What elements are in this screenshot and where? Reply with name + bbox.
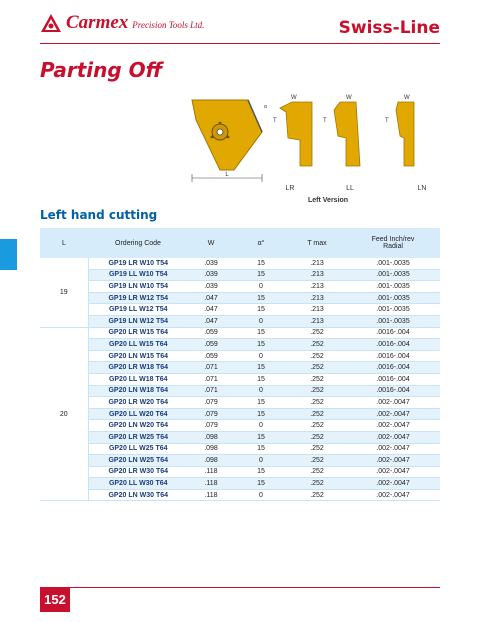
- cell-alpha: 0: [234, 420, 288, 432]
- cell-alpha: 0: [234, 350, 288, 362]
- brand-name: Carmex: [66, 12, 129, 33]
- cell-feed: .002-.0047: [346, 397, 440, 409]
- cell-feed: .001-.0035: [346, 315, 440, 327]
- table-row: [40, 258, 440, 269]
- cell-code: GP20 LN W15 T64: [88, 350, 188, 362]
- cell-w: .047: [188, 292, 234, 304]
- cell-feed: .002-.0047: [346, 443, 440, 455]
- table-row: [40, 489, 440, 501]
- table-row: [40, 397, 440, 409]
- table-row: [40, 339, 440, 351]
- page-title: Parting Off: [40, 58, 163, 82]
- cell-tmax: .252: [288, 385, 346, 397]
- series-title: Swiss-Line: [338, 18, 440, 38]
- cell-alpha: 0: [234, 281, 288, 293]
- cell-tmax: .213: [288, 269, 346, 281]
- cell-alpha: 15: [234, 478, 288, 490]
- cell-code: GP20 LN W20 T64: [88, 420, 188, 432]
- cell-tmax: .213: [288, 315, 346, 327]
- cell-w: .059: [188, 339, 234, 351]
- cell-feed: .001-.0035: [346, 269, 440, 281]
- cell-alpha: 15: [234, 304, 288, 316]
- cell-feed: .001-.0035: [346, 292, 440, 304]
- cell-alpha: 15: [234, 339, 288, 351]
- cell-feed: .0016-.004: [346, 350, 440, 362]
- header-alpha: α°: [234, 228, 288, 258]
- cell-w: .079: [188, 408, 234, 420]
- cell-w: .118: [188, 478, 234, 490]
- cell-alpha: 0: [234, 489, 288, 501]
- cell-w: .079: [188, 420, 234, 432]
- cell-feed: .002-.0047: [346, 420, 440, 432]
- page-number: 152: [40, 588, 70, 612]
- cell-tmax: .252: [288, 373, 346, 385]
- header-feed-line1: Feed Inch/rev: [371, 236, 415, 243]
- ll-t-label: T: [323, 118, 327, 124]
- cell-w: .118: [188, 489, 234, 501]
- cell-alpha: 15: [234, 397, 288, 409]
- table-row: [40, 443, 440, 455]
- ll-w-label: W: [346, 95, 352, 101]
- table-row: [40, 385, 440, 397]
- cell-w: .071: [188, 373, 234, 385]
- cell-code: GP20 LR W30 T64: [88, 466, 188, 478]
- cell-code: GP20 LN W30 T64: [88, 489, 188, 501]
- cell-tmax: .213: [288, 304, 346, 316]
- cell-alpha: 15: [234, 292, 288, 304]
- cell-alpha: 15: [234, 443, 288, 455]
- lr-label: LR: [285, 185, 295, 192]
- cell-alpha: 15: [234, 408, 288, 420]
- cell-feed: .0016-.004: [346, 385, 440, 397]
- cell-alpha: 15: [234, 431, 288, 443]
- cell-l: 20: [40, 327, 88, 501]
- cell-alpha: 0: [234, 315, 288, 327]
- cell-code: GP20 LR W18 T64: [88, 362, 188, 374]
- carmex-emblem-icon: [40, 13, 62, 33]
- cell-feed: .002-.0047: [346, 431, 440, 443]
- cell-alpha: 15: [234, 258, 288, 269]
- subsection-title: Left hand cutting: [40, 208, 158, 222]
- ordering-table: [40, 228, 440, 501]
- table-row: [40, 420, 440, 432]
- cell-feed: .002-.0047: [346, 455, 440, 467]
- cell-w: .098: [188, 443, 234, 455]
- cell-l: 19: [40, 258, 88, 327]
- page-header: [0, 0, 480, 48]
- cell-w: .098: [188, 455, 234, 467]
- cell-tmax: .213: [288, 281, 346, 293]
- cell-feed: .001-.0035: [346, 258, 440, 269]
- cell-w: .098: [188, 431, 234, 443]
- cell-code: GP20 LN W25 T64: [88, 455, 188, 467]
- cell-w: .118: [188, 466, 234, 478]
- table-row: [40, 269, 440, 281]
- ll-label: LL: [346, 185, 354, 192]
- header-w: W: [188, 228, 234, 258]
- cell-w: .059: [188, 350, 234, 362]
- cell-w: .059: [188, 327, 234, 339]
- cell-feed: .0016-.004: [346, 339, 440, 351]
- cell-feed: .0016-.004: [346, 373, 440, 385]
- cell-w: .039: [188, 281, 234, 293]
- table-row: [40, 408, 440, 420]
- ln-profile: [385, 95, 414, 166]
- lr-profile: [264, 95, 312, 166]
- cell-alpha: 15: [234, 466, 288, 478]
- cell-code: GP20 LL W18 T64: [88, 373, 188, 385]
- header-feed: [346, 228, 440, 258]
- cell-tmax: .252: [288, 339, 346, 351]
- table-row: [40, 373, 440, 385]
- table-row: [40, 327, 440, 339]
- cell-w: .071: [188, 385, 234, 397]
- lr-w-label: W: [291, 95, 297, 101]
- cell-w: .071: [188, 362, 234, 374]
- cell-tmax: .252: [288, 478, 346, 490]
- dim-l-label: L: [225, 172, 229, 178]
- cell-tmax: .213: [288, 292, 346, 304]
- cell-tmax: .252: [288, 443, 346, 455]
- cell-code: GP19 LN W12 T54: [88, 315, 188, 327]
- cell-code: GP20 LL W30 T64: [88, 478, 188, 490]
- cell-tmax: .252: [288, 397, 346, 409]
- carmex-logo: [40, 10, 204, 36]
- cell-code: GP20 LR W25 T64: [88, 431, 188, 443]
- header-l: L: [40, 228, 88, 258]
- cell-tmax: .213: [288, 258, 346, 269]
- cell-w: .047: [188, 315, 234, 327]
- cell-tmax: .252: [288, 455, 346, 467]
- cell-code: GP19 LR W12 T54: [88, 292, 188, 304]
- cell-feed: .001-.0035: [346, 304, 440, 316]
- cell-w: .047: [188, 304, 234, 316]
- cell-alpha: 0: [234, 385, 288, 397]
- cell-w: .039: [188, 258, 234, 269]
- cell-tmax: .252: [288, 431, 346, 443]
- cell-feed: .002-.0047: [346, 408, 440, 420]
- cell-alpha: 15: [234, 373, 288, 385]
- insert-diagram: [190, 90, 440, 200]
- cell-w: .079: [188, 397, 234, 409]
- table-header-row: [40, 228, 440, 258]
- cell-feed: .002-.0047: [346, 478, 440, 490]
- cell-code: GP19 LL W12 T54: [88, 304, 188, 316]
- table-row: [40, 304, 440, 316]
- cell-code: GP20 LL W25 T64: [88, 443, 188, 455]
- lr-t-label: T: [273, 118, 277, 124]
- cell-code: GP19 LL W10 T54: [88, 269, 188, 281]
- cell-feed: .0016-.004: [346, 327, 440, 339]
- ln-t-label: T: [385, 118, 389, 124]
- cell-tmax: .252: [288, 327, 346, 339]
- lr-alpha-label: α: [264, 104, 267, 110]
- cell-feed: .001-.0035: [346, 281, 440, 293]
- cell-feed: .002-.0047: [346, 489, 440, 501]
- cell-tmax: .252: [288, 362, 346, 374]
- cell-tmax: .252: [288, 489, 346, 501]
- ln-label: LN: [417, 185, 427, 192]
- table-row: [40, 466, 440, 478]
- cell-tmax: .252: [288, 350, 346, 362]
- cell-code: GP19 LR W10 T54: [88, 258, 188, 269]
- cell-code: GP20 LL W20 T64: [88, 408, 188, 420]
- cell-alpha: 0: [234, 455, 288, 467]
- cell-feed: .002-.0047: [346, 466, 440, 478]
- table-row: [40, 315, 440, 327]
- cell-code: GP20 LR W20 T64: [88, 397, 188, 409]
- cell-tmax: .252: [288, 420, 346, 432]
- cell-code: GP20 LN W18 T64: [88, 385, 188, 397]
- cell-tmax: .252: [288, 466, 346, 478]
- side-tab-marker: [0, 239, 17, 270]
- cell-alpha: 15: [234, 362, 288, 374]
- ln-w-label: W: [404, 95, 410, 101]
- header-feed-line2: Radial: [383, 243, 403, 250]
- footer-divider: [40, 587, 440, 588]
- table-row: [40, 455, 440, 467]
- table-row: [40, 362, 440, 374]
- cell-code: GP20 LL W15 T64: [88, 339, 188, 351]
- table-row: [40, 478, 440, 490]
- insert-drawing: [192, 100, 262, 170]
- table-row: [40, 281, 440, 293]
- brand-subtitle: Precision Tools Ltd.: [132, 20, 205, 30]
- header-code: Ordering Code: [88, 228, 188, 258]
- diagram-caption: Left Version: [308, 197, 349, 204]
- cell-tmax: .252: [288, 408, 346, 420]
- cell-w: .039: [188, 269, 234, 281]
- cell-alpha: 15: [234, 269, 288, 281]
- ll-profile: [323, 95, 360, 166]
- header-divider: [40, 43, 440, 44]
- cell-alpha: 15: [234, 327, 288, 339]
- table-row: [40, 292, 440, 304]
- table-row: [40, 350, 440, 362]
- header-tmax: T max: [288, 228, 346, 258]
- table-row: [40, 431, 440, 443]
- cell-code: GP19 LN W10 T54: [88, 281, 188, 293]
- cell-feed: .0016-.004: [346, 362, 440, 374]
- cell-code: GP20 LR W15 T64: [88, 327, 188, 339]
